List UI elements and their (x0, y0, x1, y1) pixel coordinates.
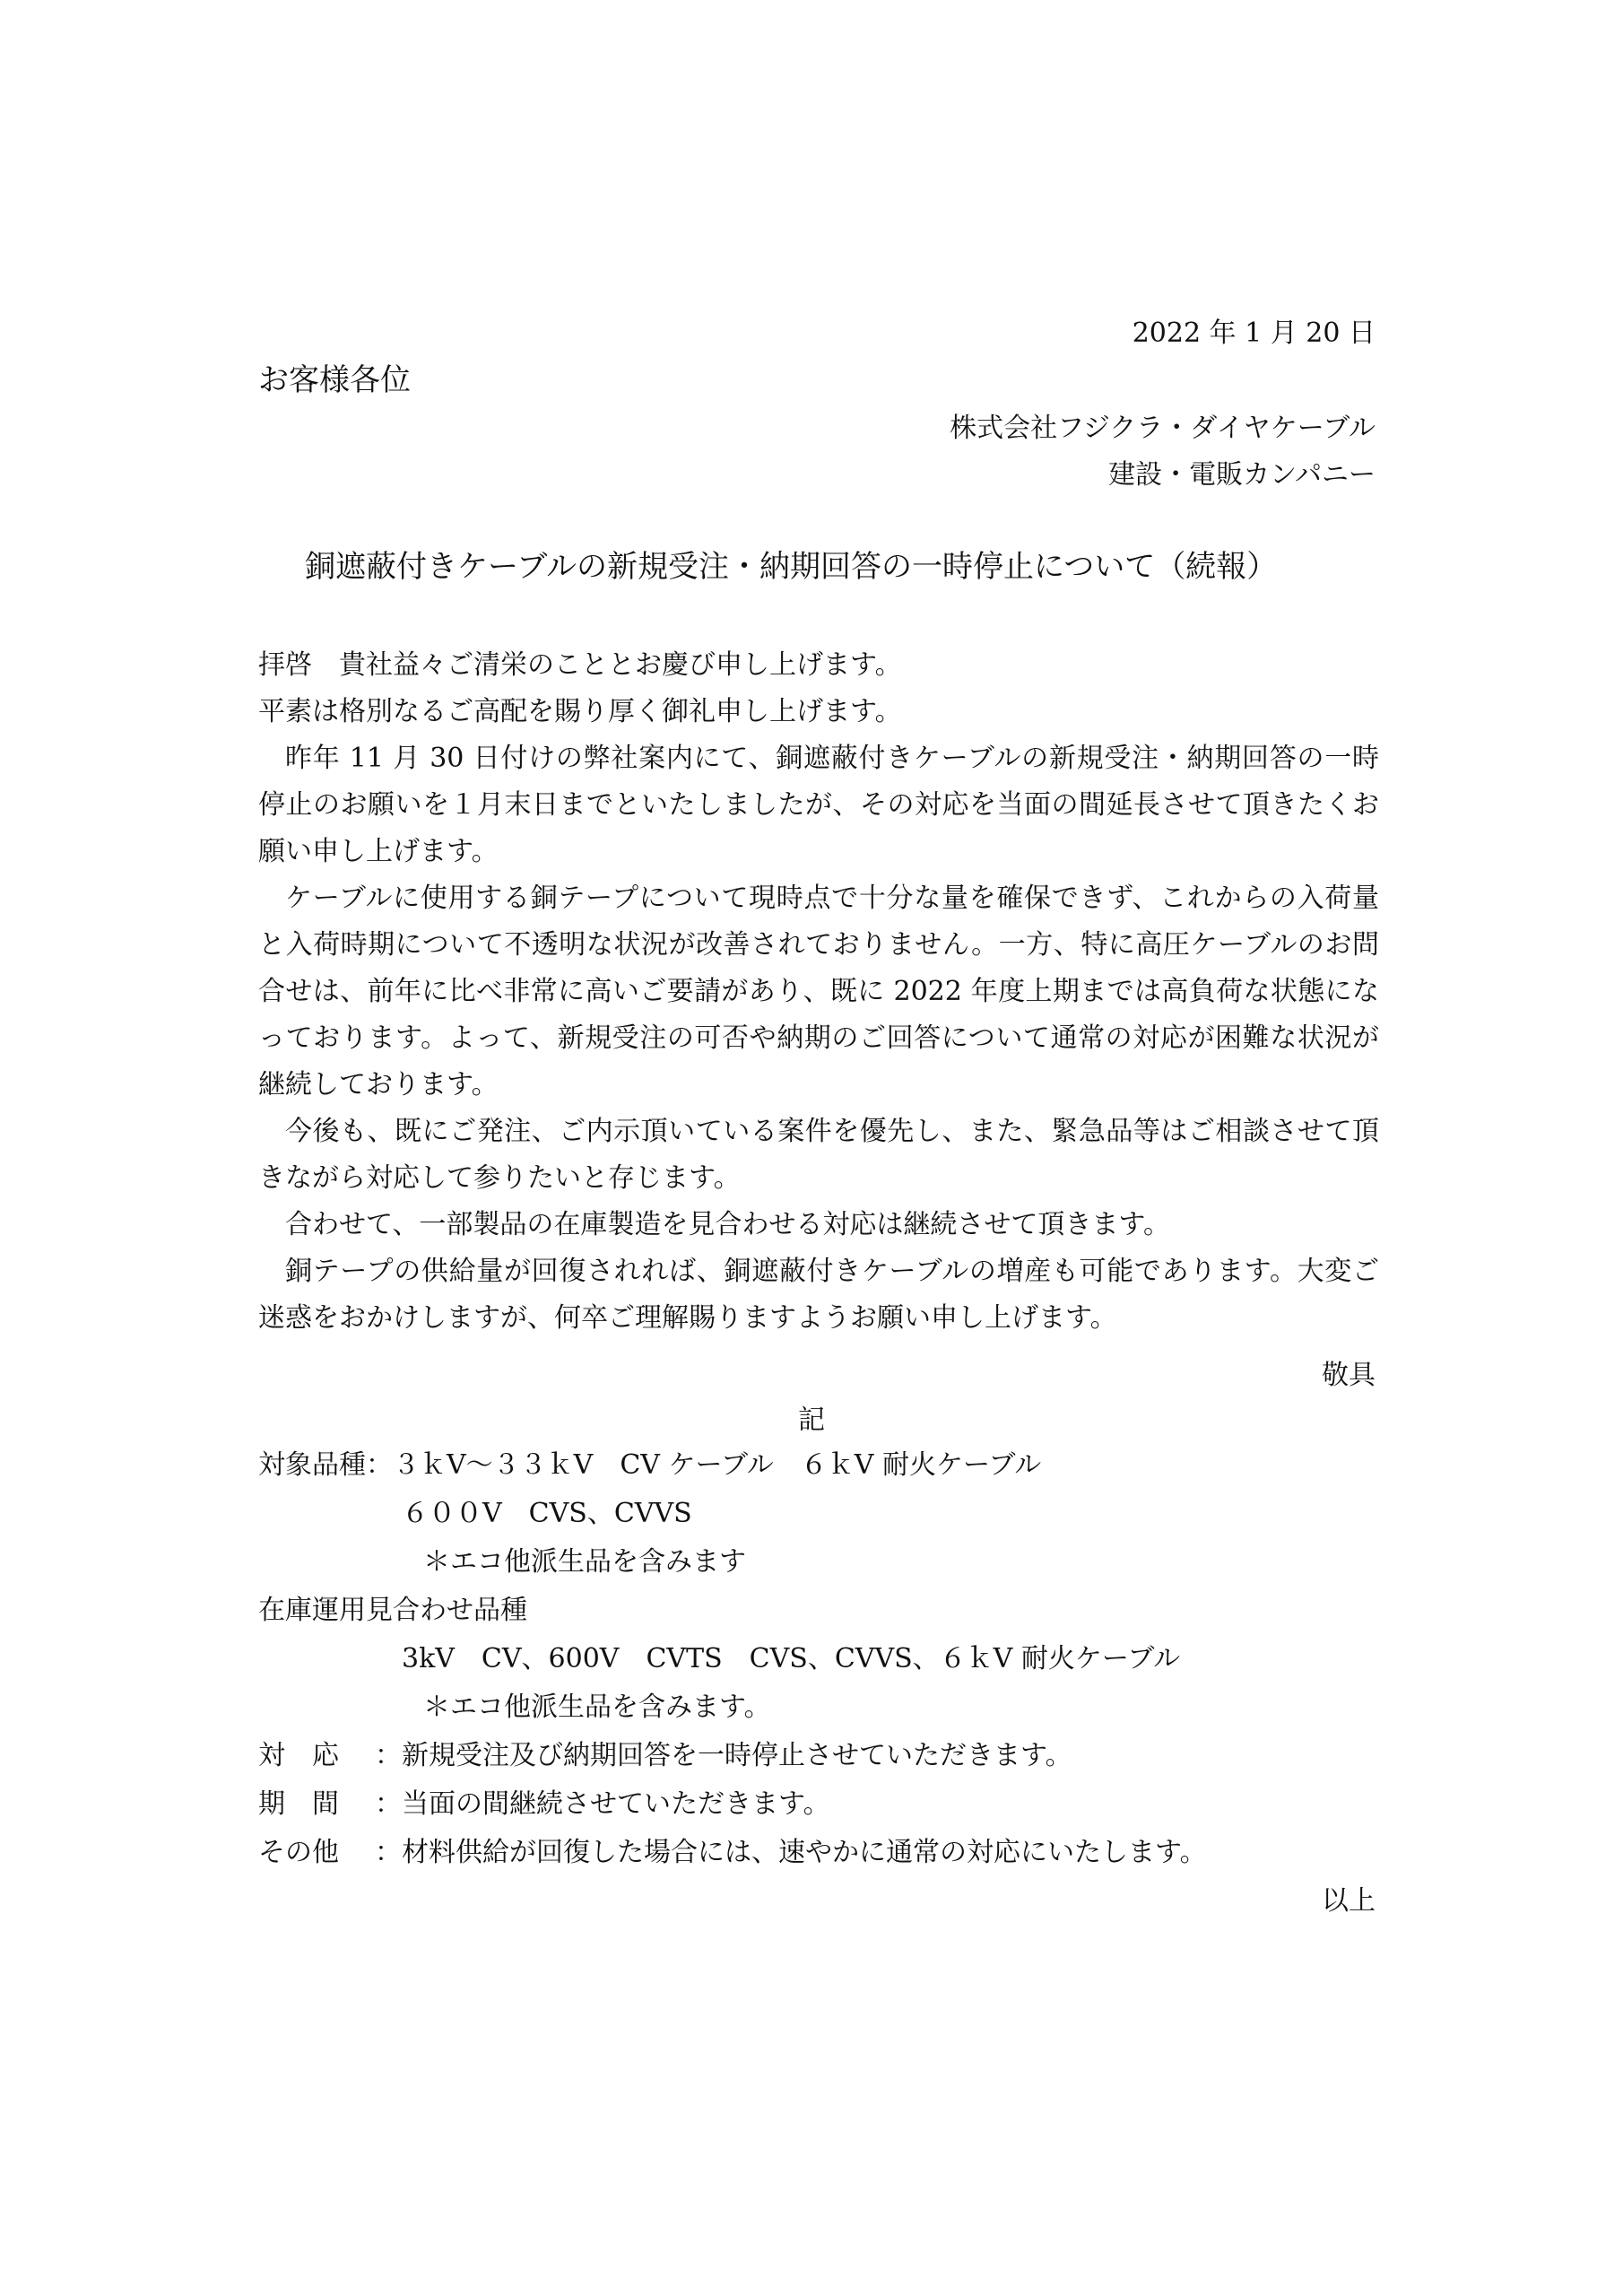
closing-keigu: 敬具 (1322, 1360, 1376, 1391)
other-value: ：材料供給が回復した場合には、速やかに通常の対応にいたします。 (375, 1837, 1207, 1868)
paragraph-apology: 銅テープの供給量が回復されれば、銅遮蔽付きケーブルの増産も可能であります。大変ご迷惑をおかけしますが、何卒ご理解賜りますようお願い申し上げます。 (258, 1256, 1379, 1334)
other-row (258, 1835, 1207, 1871)
document-title: 銅遮蔽付きケーブルの新規受注・納期回答の一時停止について（続報） (305, 549, 1278, 585)
response-label: 対 応 (258, 1740, 339, 1771)
letter-body (258, 642, 1379, 1342)
sender-division: 建設・電販カンパニー (1108, 459, 1376, 491)
target-products-note: ＊エコ他派生品を含みます (423, 1546, 746, 1578)
target-products-line-1: ３ｋV～３３ｋV CV ケーブル ６ｋV 耐火ケーブル (393, 1449, 1042, 1481)
target-products-row (258, 1448, 1041, 1483)
paragraph-stock: 合わせて、一部製品の在庫製造を見合わせる対応は継続させて頂きます。 (285, 1209, 1170, 1240)
stock-products-label: 在庫運用見合わせ品種 (258, 1595, 527, 1626)
target-products-line-2: ６００V CVS、CVVS (402, 1498, 692, 1529)
response-row (258, 1738, 1072, 1774)
other-label: その他 (258, 1837, 339, 1868)
closing-ijo: 以上 (1322, 1885, 1376, 1917)
stock-products-note: ＊エコ他派生品を含みます。 (423, 1692, 771, 1723)
period-value: ：当面の間継続させていただきます。 (375, 1788, 830, 1820)
paragraph-supply-status: ケーブルに使用する銅テープについて現時点で十分な量を確保できず、これからの入荷量と入荷時期について不透明な状況が改善されておりません。一方、特に高圧ケーブルのお問合せは、前年に比べ非常に高いご要請があり、既に 2022 年度上期までは高負荷な状態になっております。よって、新規受注の可否や納期のご回答について通常の対応が困難な状況が継続しております。 (258, 883, 1379, 1100)
period-label: 期 間 (258, 1788, 339, 1820)
document-date: 2022 年 1 月 20 日 (1132, 317, 1376, 349)
period-row (258, 1787, 830, 1822)
target-products-label: 対象品種： (258, 1449, 393, 1481)
sender-company: 株式会社フジクラ・ダイヤケーブル (950, 413, 1376, 444)
record-heading: 記 (798, 1405, 825, 1436)
response-value: ：新規受注及び納期回答を一時停止させていただきます。 (375, 1740, 1072, 1771)
paragraph-priority: 今後も、既にご発注、ご内示頂いている案件を優先し、また、緊急品等はご相談させて頂きながら対応して参りたいと存じます。 (258, 1116, 1379, 1194)
paragraph-extension: 昨年 11 月 30 日付けの弊社案内にて、銅遮蔽付きケーブルの新規受注・納期回答の一時停止のお願いを１月末日までといたしましたが、その対応を当面の間延長させて頂きたくお願い申し上げます。 (258, 743, 1379, 867)
greeting-line-2: 平素は格別なるご高配を賜り厚く御礼申し上げます。 (258, 696, 902, 727)
stock-products-line-1: 3kV CV、600V CVTS CVS、CVVS、６ｋV 耐火ケーブル (402, 1643, 1181, 1674)
addressee: お客様各位 (258, 362, 411, 398)
greeting-line: 拝啓 貴社益々ご清栄のこととお慶び申し上げます。 (258, 649, 902, 681)
